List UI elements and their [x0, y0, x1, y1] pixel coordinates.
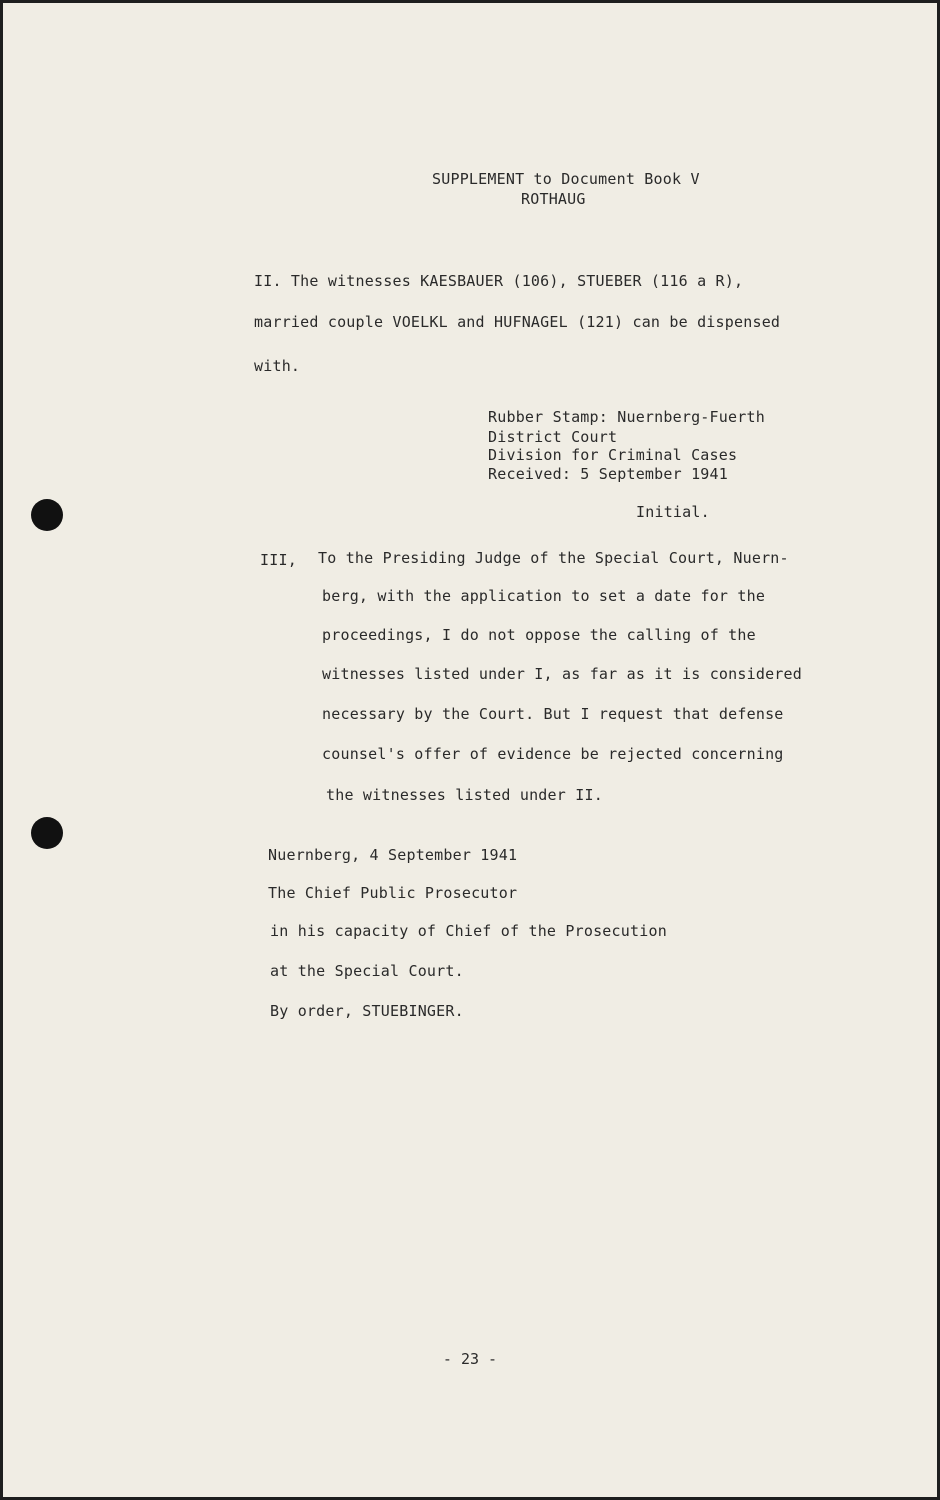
section-iii-line: witnesses listed under I, as far as it is considered — [322, 665, 802, 683]
stamp-initial: Initial. — [636, 503, 710, 521]
section-iii-line: To the Presiding Judge of the Special Court, Nuern- — [318, 549, 789, 567]
stamp-line: Rubber Stamp: Nuernberg-Fuerth — [488, 408, 765, 426]
header-subtitle: ROTHAUG — [521, 190, 586, 208]
section-ii-line: with. — [254, 357, 301, 375]
section-iii-line: the witnesses listed under II. — [326, 786, 603, 804]
section-iii-numeral: III, — [260, 551, 297, 569]
punch-hole-bottom — [31, 817, 63, 849]
signature-line: The Chief Public Prosecutor — [268, 884, 518, 902]
section-iii-line: berg, with the application to set a date for the — [322, 587, 766, 605]
stamp-line: Division for Criminal Cases — [488, 446, 738, 464]
section-ii-line: married couple VOELKL and HUFNAGEL (121) can be dispensed — [254, 313, 781, 331]
signature-line: Nuernberg, 4 September 1941 — [268, 846, 518, 864]
page-number: - 23 - — [442, 1350, 498, 1368]
stamp-line: Received: 5 September 1941 — [488, 465, 728, 483]
stamp-line: District Court — [488, 428, 618, 446]
section-ii-line: II. The witnesses KAESBAUER (106), STUEBER (116 a R), — [254, 272, 744, 290]
signature-line: in his capacity of Chief of the Prosecution — [270, 922, 667, 940]
section-iii-line: necessary by the Court. But I request that defense — [322, 705, 784, 723]
punch-hole-top — [31, 499, 63, 531]
header-title: SUPPLEMENT to Document Book V — [432, 170, 700, 188]
signature-line: at the Special Court. — [270, 962, 464, 980]
section-iii-line: counsel's offer of evidence be rejected concerning — [322, 745, 784, 763]
section-iii-line: proceedings, I do not oppose the calling of the — [322, 626, 756, 644]
signature-line: By order, STUEBINGER. — [270, 1002, 464, 1020]
